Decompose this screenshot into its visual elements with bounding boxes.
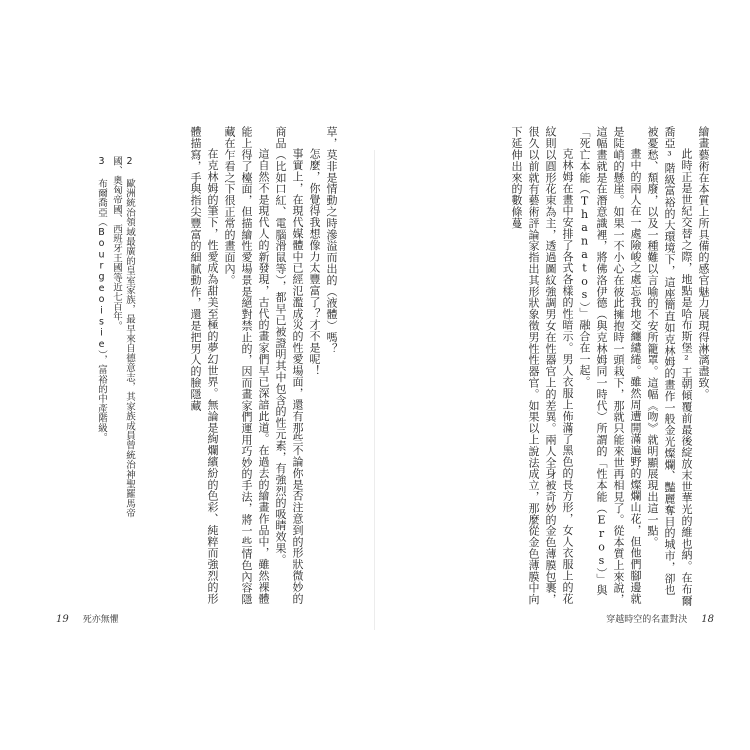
page-number: 18	[701, 614, 714, 625]
paragraph: 畫中的兩人在一處險峻之處忘我地交纏繾綣。雖然周遭開滿遍野的燦爛山花，但他們腳邊就是陡峭的懸崖。如果一不小心在彼此擁抱時一頭栽下，那就只能來世再相見了。從本質上來說，這幅畫就是在潛意識裡，將佛洛伊德（與克林姆同一時代）所謂的「性本能（Eros）」與「死亡本能（Thanatos）」融合在一起。	[578, 126, 642, 605]
paragraph: 在克林姆的筆下，性愛成為甜美至極的夢幻世界。無論是絢爛繽紛的色彩、純粹而強烈的形體描寫，手與指尖豐富的細膩動作，還是把男人的臉隱藏	[189, 126, 219, 604]
paragraph: 草，莫非是情動之時滲溢而出的（液體）嗎？	[325, 126, 338, 354]
page-number: 19	[56, 614, 69, 625]
left-body-text	[150, 126, 340, 606]
footnote-2: 2 歐洲統治領域最廣的皇室家族，最早來自德意志，其家族成員曾統治神聖羅馬帝國、奧匈帝國、西班牙王國等近七百年。	[111, 156, 135, 518]
right-body-text	[397, 126, 712, 606]
footnotes	[56, 156, 136, 536]
footnote-3: 3 布爾喬亞（Bourgeoisie），富裕的中產階級。	[96, 156, 107, 443]
paragraph: 繪畫藝術在本質上所具備的感官魅力展現得淋漓盡致。	[697, 126, 710, 400]
paragraph: 事實上，在現代媒體中已經氾濫成災的性愛場面，還有那些不論你是否注意到的形狀微妙的商品（比如口紅、電腦滑鼠等），都早已被證明其中包含的性元素，有強烈的吸睛效果。	[274, 126, 304, 604]
paragraph: 克林姆在畫中安排了各式各樣的性暗示。男人衣服上佈滿了黑色的長方形，女人衣服上的花紋則以圓形花束為主，透過圖紋強調男女在性器官上的差異。兩人全身被奇妙的金色薄膜包裹，很久以前就有藝術評論家指出其形狀象徵男性性器官。如果以上說法成立，那麼從金色薄膜中向下延伸出來的數條蔓	[510, 126, 574, 605]
left-folio	[56, 612, 119, 625]
paragraph: 這自然不是現代人的新發現，古代的畫家們早已深諳此道。在過去的繪畫作品中，雖然裸體能上得了檯面，但描繪性愛場景是絕對禁止的，因而畫家們運用巧妙的手法，將一些情色內容隱藏在乍看之下很正常的畫面內。	[223, 126, 270, 605]
running-head: 死亦無懼	[82, 615, 119, 625]
right-folio	[606, 612, 714, 625]
right-page	[375, 0, 750, 750]
running-head: 穿越時空的名畫對決	[606, 615, 688, 625]
paragraph: 此時正是世紀交替之際，地點是哈布斯堡²王朝傾覆前最後綻放末世華光的維也納。在布爾喬亞³階級富裕的大環境下，這座簡直如克林姆的畫作一般金光燦爛、豔麗奪目的城市，卻也被憂愁、頹廢，以及一種難以言喻的不安所籠罩。這幅《吻》就明顯展現出這一點。	[646, 126, 693, 606]
paragraph: 怎麼，你覺得我想像力太豐富了？才不是呢！	[308, 148, 321, 376]
